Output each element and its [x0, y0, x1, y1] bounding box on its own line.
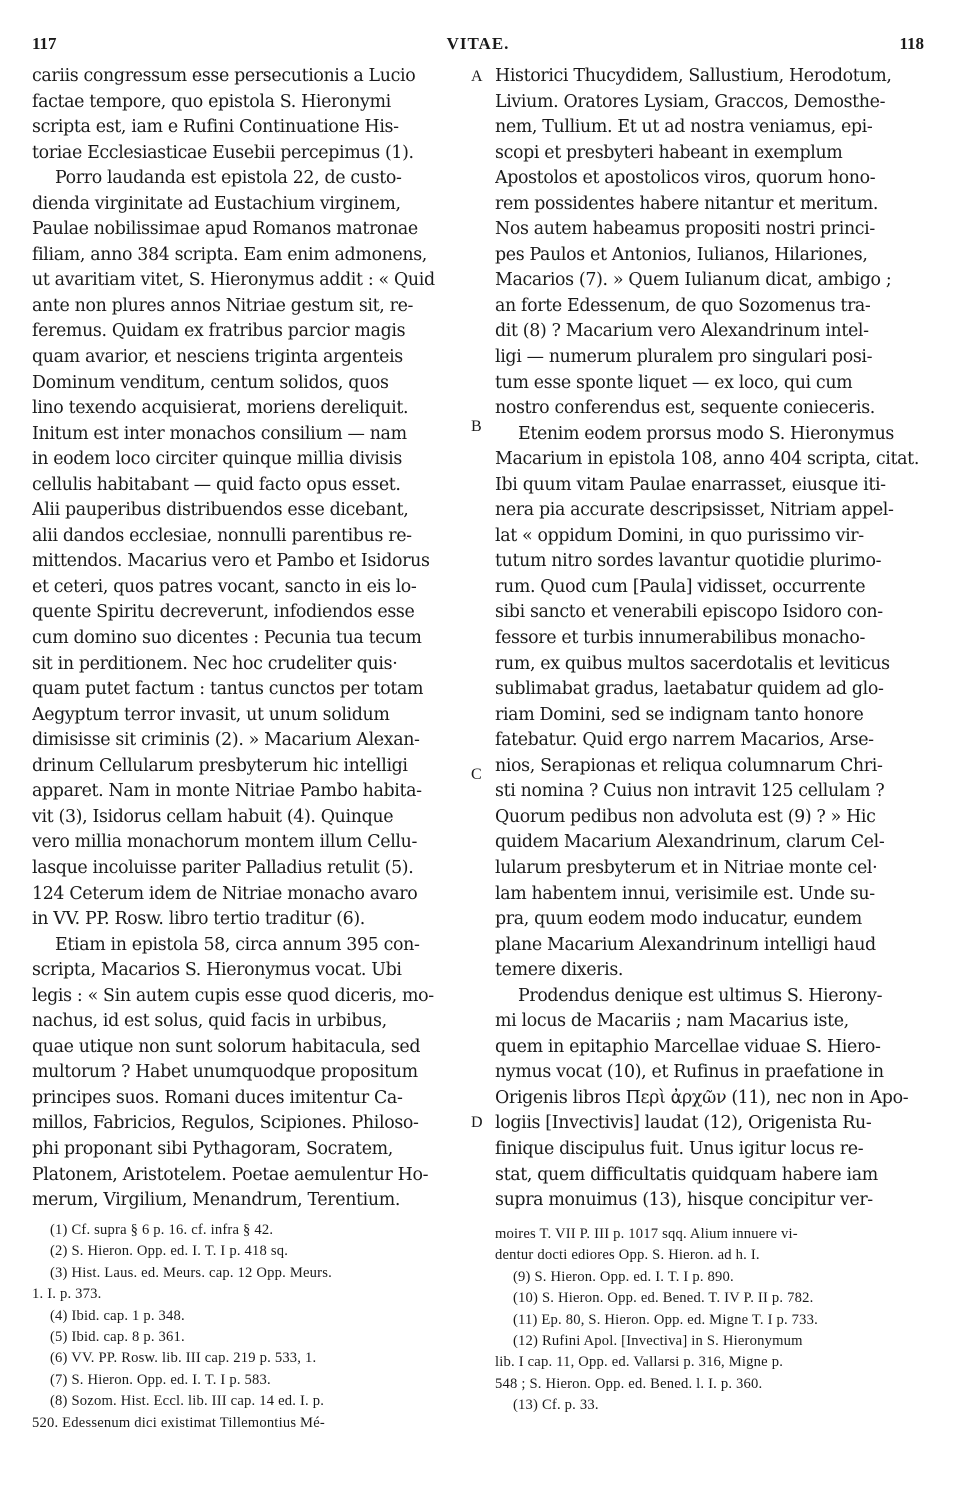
text-line: Initum est inter monachos consilium — nam	[32, 423, 407, 444]
text-line: lino texendo acquisierat, moriens dereliquit.	[32, 398, 409, 419]
text-line: tum esse sponte liquet — ex loco, qui cum	[495, 372, 853, 393]
text-line: in VV. PP. Rosw. libro tertio traditur (6).	[32, 909, 365, 930]
text-line: cum domino suo dicentes : Pecunia tua tecum	[32, 628, 422, 649]
text-line: toriae Ecclesiasticae Eusebii percepimus (1).	[32, 142, 414, 163]
text-line: rem possidentes habere nitantur et meritum.	[495, 193, 879, 214]
text-line: Origenis libros Περὶ ἀρχῶν (11), nec non in Apo-	[495, 1087, 909, 1108]
text-line: mi locus de Macariis ; nam Macarius iste,	[495, 1011, 849, 1032]
text-line: quente Spiritu decreverunt, infodiendos esse	[32, 602, 415, 623]
text-line: nem, Tullium. Et ut ad nostra veniamus, epi-	[495, 117, 873, 138]
text-line: millos, Fabricios, Regulos, Scipiones. Philoso-	[32, 1113, 419, 1134]
text-line: dit (8) ? Macarium vero Alexandrinum intel-	[495, 321, 869, 342]
text-line: tutum nitro sordes lavantur quotidie plurimo-	[495, 551, 882, 572]
text-line: Paulae nobilissimae apud Romanos matronae	[32, 219, 418, 240]
text-line: Macarios (7). » Quem Iulianum dicat, ambigo ;	[495, 270, 892, 291]
left-text-column	[32, 64, 464, 1214]
footnotes-right	[495, 1224, 927, 1417]
text-line: scripta, Macarios S. Hieronymus vocat. Ubi	[32, 960, 402, 981]
footnote-line: (12) Rufini Apol. [Invectiva] in S. Hieronymum	[513, 1332, 803, 1349]
text-line: Aegyptum terror invasit, ut unum solidum	[32, 704, 390, 725]
margin-letter-a: A	[471, 68, 483, 85]
text-line: Dominum venditum, centum solidos, quos	[32, 372, 389, 393]
text-line: Quorum pedibus non advoluta est (9) ? » Hic	[495, 806, 876, 827]
text-line: quidem Macarium Alexandrinum, clarum Cel-	[495, 832, 885, 853]
text-line: stat, quem difficultatis quidquam habere iam	[495, 1164, 878, 1185]
text-line: multorum ? Habet unumquodque propositum	[32, 1062, 418, 1083]
margin-letter-d: D	[471, 1114, 483, 1131]
text-line: Platonem, Aristotelem. Poetae aemulentur Ho-	[32, 1164, 429, 1185]
right-page-number: 118	[899, 34, 924, 53]
footnote-line: (11) Ep. 80, S. Hieron. Opp. ed. Migne T. I p. 733.	[513, 1311, 819, 1328]
running-title: VITAE.	[446, 34, 510, 53]
text-line: quam putet factum : tantus cunctos per totam	[32, 679, 424, 700]
text-line: pes Paulos et Antonios, Iulianos, Hilariones,	[495, 244, 868, 265]
text-line: sibi sancto et venerabili episcopo Isidoro con-	[495, 602, 883, 623]
text-line: lularum presbyterum et in Nitriae monte cel·	[495, 857, 878, 878]
text-line: dimisisse sit criminis (2). » Macarium Alexan-	[32, 730, 420, 751]
footnote-line: 548 ; S. Hieron. Opp. ed. Bened. l. I. p. 360.	[495, 1375, 763, 1392]
text-line: factae tempore, quo epistola S. Hieronymi	[32, 91, 391, 112]
running-header	[32, 34, 924, 58]
text-line: vero millia monachorum montem illum Cellu-	[32, 832, 417, 853]
text-line: Etiam in epistola 58, circa annum 395 con-	[55, 934, 420, 955]
right-text-column	[495, 64, 927, 1214]
text-line: ut avaritiam vitet, S. Hieronymus addit : « Quid	[32, 270, 435, 291]
footnote-line: dentur docti ediores Opp. S. Hieron. ad h. I.	[495, 1247, 760, 1264]
text-line: Nos autem habeamus propositi nostri princi-	[495, 219, 875, 240]
text-line: fatebatur. Quid ergo narrem Macarios, Arse-	[495, 730, 874, 751]
text-line: supra monuimus (13), hisque concipitur ver-	[495, 1190, 873, 1211]
text-line: scopi et presbyteri habeant in exemplum	[495, 142, 843, 163]
text-line: Ibi quum vitam Paulae enarrasset, eiusque iti-	[495, 474, 886, 495]
text-line: feremus. Quidam ex fratribus parcior magis	[32, 321, 406, 342]
text-line: Livium. Oratores Lysiam, Graccos, Demosthe-	[495, 91, 886, 112]
text-line: an forte Edessenum, de quo Sozomenus tra-	[495, 295, 871, 316]
text-line: Prodendus denique est ultimus S. Hierony-	[518, 985, 883, 1006]
text-line: finique discipulus fuit. Unus igitur locus re-	[495, 1138, 864, 1159]
left-page-number: 117	[32, 34, 57, 53]
footnote-line: 520. Edessenum dici existimat Tillemontius Mé-	[32, 1414, 325, 1431]
footnote-line: (10) S. Hieron. Opp. ed. Bened. T. IV P. II p. 782.	[513, 1290, 814, 1307]
footnote-line: (7) S. Hieron. Opp. ed. I. T. I p. 583.	[50, 1371, 271, 1388]
footnote-line: (1) Cf. supra § 6 p. 16. cf. infra § 42.	[50, 1222, 274, 1238]
text-line: drinum Cellularum presbyterum hic intelligi	[32, 755, 408, 776]
text-line: Etenim eodem prorsus modo S. Hieronymus	[518, 423, 895, 444]
footnote-line: (3) Hist. Laus. ed. Meurs. cap. 12 Opp. Meurs.	[50, 1264, 332, 1281]
text-line: Apostolos et apostolicos viros, quorum hono-	[495, 168, 876, 189]
text-line: 124 Ceterum idem de Nitriae monacho avaro	[32, 883, 418, 904]
text-line: lam habentem innui, verisimile est. Unde su-	[495, 883, 875, 904]
text-line: Alii pauperibus distribuendos esse dicebant,	[32, 500, 409, 521]
text-line: lasque incoluisse pariter Palladius retulit (5).	[32, 857, 414, 878]
text-line: rum, ex quibus multos sacerdotalis et leviticus	[495, 653, 890, 674]
text-line: ante non plures annos Nitriae gestum sit, re-	[32, 295, 414, 316]
text-line: temere dixeris.	[495, 960, 624, 981]
text-line: legis : « Sin autem cupis esse quod diceris, mo-	[32, 985, 434, 1006]
text-line: filiam, anno 384 scripta. Eam enim admonens,	[32, 244, 427, 265]
text-line: et ceteri, quos patres vocant, sancto in eis lo-	[32, 576, 417, 597]
text-line: logiis [Invectivis] laudat (12), Origenista Ru-	[495, 1113, 872, 1134]
text-line: quae utique non sunt solorum habitacula, sed	[32, 1036, 421, 1057]
footnote-line: 1. I. p. 373.	[32, 1286, 102, 1303]
text-line: principes suos. Romani duces imitentur Ca-	[32, 1087, 403, 1108]
footnotes-left	[32, 1220, 464, 1434]
text-line: plane Macarium Alexandrinum intelligi haud	[495, 934, 876, 955]
text-line: fessore et turbis innumerabilibus monacho-	[495, 628, 865, 649]
footnote-line: (4) Ibid. cap. 1 p. 348.	[50, 1307, 185, 1324]
text-line: cellulis habitabant — quid facto opus esset.	[32, 474, 401, 495]
footnote-line: (5) Ibid. cap. 8 p. 361.	[50, 1328, 185, 1345]
text-line: alii dandos ecclesiae, nonnulli parentibus re-	[32, 525, 412, 546]
footnote-line: (2) S. Hieron. Opp. ed. I. T. I p. 418 sq.	[50, 1243, 289, 1260]
footnote-line: (13) Cf. p. 33.	[513, 1397, 599, 1414]
text-line: nera pia accurate descripsisset, Nitriam appel-	[495, 500, 894, 521]
margin-letter-b: B	[471, 418, 482, 435]
text-line: merum, Virgilium, Menandrum, Terentium.	[32, 1190, 401, 1211]
text-line: Historici Thucydidem, Sallustium, Herodotum,	[495, 66, 892, 86]
text-line: sublimabat gradus, laetabatur quidem ad glo-	[495, 679, 884, 700]
text-line: phi proponant sibi Pythagoram, Socratem,	[32, 1138, 393, 1159]
margin-letter-c: C	[471, 766, 482, 783]
text-line: nachus, id est solus, quid facis in urbibus,	[32, 1011, 387, 1032]
text-line: ligi — numerum pluralem pro singulari posi-	[495, 347, 873, 368]
text-line: cariis congressum esse persecutionis a Lucio	[32, 66, 416, 86]
text-line: quem in epitaphio Marcellae viduae S. Hiero-	[495, 1036, 881, 1057]
text-line: nymus vocat (10), et Rufinus in praefatione in	[495, 1062, 884, 1083]
footnote-line: (9) S. Hieron. Opp. ed. I. T. I p. 890.	[513, 1268, 734, 1285]
text-line: mittendos. Macarius vero et Pambo et Isidorus	[32, 551, 430, 572]
footnote-line: lib. I cap. 11, Opp. ed. Vallarsi p. 316, Migne p.	[495, 1354, 784, 1371]
text-line: rum. Quod cum [Paula] vidisset, occurrente	[495, 576, 866, 597]
text-line: nios, Serapionas et reliqua columnarum Chri-	[495, 755, 883, 776]
text-line: lat « oppidum Domini, in quo purissimo vir-	[495, 525, 864, 546]
text-line: sti nomina ? Cuius non intravit 125 cellulam ?	[495, 781, 885, 802]
text-line: sit in perditionem. Nec hoc crudeliter quis·	[32, 653, 398, 674]
text-line: riam Domini, sed se indignam tanto honore	[495, 704, 864, 725]
text-line: quam avarior, et nesciens triginta argenteis	[32, 347, 403, 368]
footnote-line: moires T. VII P. III p. 1017 sqq. Alium innuere vi-	[495, 1226, 798, 1242]
text-line: Macarium in epistola 108, anno 404 scripta, citat.	[495, 449, 919, 470]
text-line: pra, quum eodem modo inducatur, eundem	[495, 909, 862, 930]
text-line: apparet. Nam in monte Nitriae Pambo habita-	[32, 781, 422, 802]
text-line: vit (3), Isidorus cellam habuit (4). Quinque	[32, 806, 394, 827]
text-line: Porro laudanda est epistola 22, de custo-	[55, 168, 402, 189]
footnote-line: (8) Sozom. Hist. Eccl. lib. III cap. 14 ed. I. p.	[50, 1393, 325, 1410]
text-line: dienda virginitate ad Eustachium virginem,	[32, 193, 401, 214]
text-line: scripta est, iam e Rufini Continuatione His-	[32, 117, 399, 138]
text-line: nostro conferendus est, sequente conieceris.	[495, 398, 875, 419]
footnote-line: (6) VV. PP. Rosw. lib. III cap. 219 p. 533, 1.	[50, 1350, 317, 1367]
text-line: in eodem loco circiter quinque millia divisis	[32, 449, 402, 470]
